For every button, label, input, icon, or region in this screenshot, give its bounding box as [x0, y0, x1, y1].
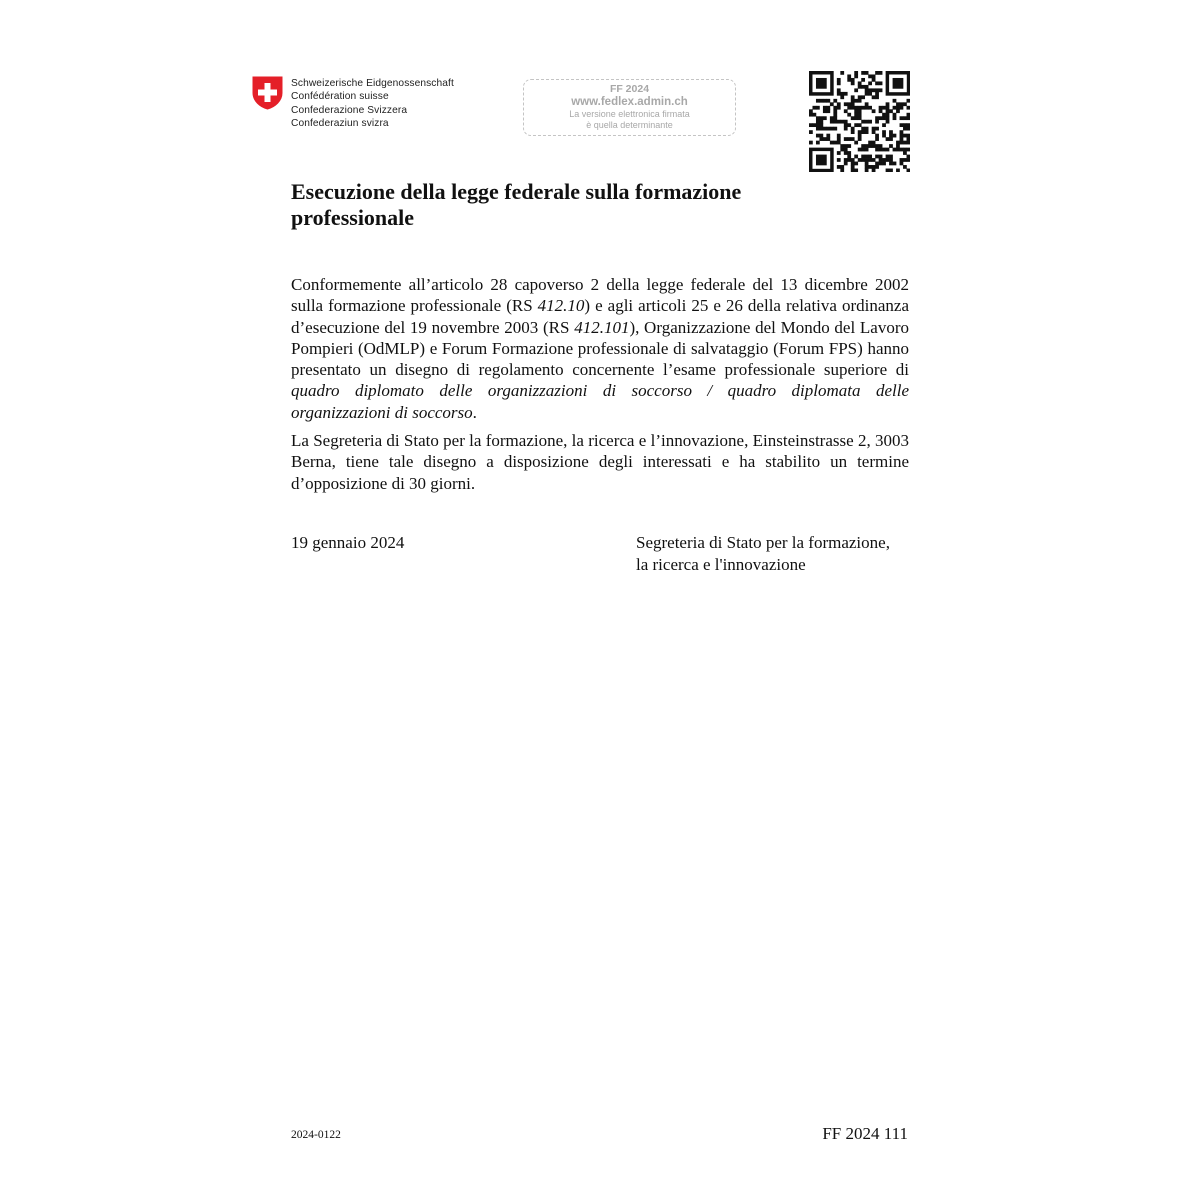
electronic-version-stamp [523, 79, 736, 136]
paragraph-legal-basis [291, 274, 909, 423]
paragraph1-end: . [472, 402, 477, 422]
stamp-ff-label: FF 2024 [609, 83, 650, 95]
signature-line2: la ricerca e l'innovazione [636, 554, 806, 574]
rs-reference-412-10: 412.10 [537, 296, 585, 316]
stamp-note-line2: è quella determinante [586, 120, 673, 130]
confederation-names [291, 77, 454, 131]
qr-code-icon [809, 71, 910, 172]
exam-title: quadro diplomato delle organizzazioni di soccorso / quadro diplomata delle organizzazioni di soccorso [291, 381, 909, 422]
rs-reference-412-101: 412.101 [574, 317, 630, 337]
stamp-note-line1: La versione elettronica firmata [569, 109, 690, 119]
org-name-romansh: Confederaziun svizra [291, 118, 389, 130]
org-name-french: Confédération suisse [291, 91, 389, 103]
document-date: 19 gennaio 2024 [291, 533, 405, 552]
page-reference: FF 2024 111 [822, 1124, 908, 1143]
paragraph-opposition-notice: La Segreteria di Stato per la formazione, la ricerca e l’innovazione, Einsteinstrasse 2, 3003 Berna, tiene tale disegno a disposizione degli interessati e ha stabilito un termine d’opposizione di 30 giorni. [291, 431, 909, 493]
swiss-coat-of-arms-icon [252, 76, 283, 110]
document-number: 2024-0122 [291, 1129, 341, 1141]
stamp-url: www.fedlex.admin.ch [571, 96, 688, 108]
document-title: Esecuzione della legge federale sulla formazione professionale [291, 179, 742, 230]
paragraph1-text-part1: Conformemente all’articolo 28 capoverso 2 della legge federale del 13 dicembre 2002 sulla formazione professionale (RS [291, 275, 909, 316]
paragraph1-text-part2: ) e agli articoli 25 e 26 della relativa ordinanza d’esecuzione del 19 novembre 2003 (RS [291, 296, 909, 337]
org-name-italian: Confederazione Svizzera [291, 104, 408, 116]
signature-block [636, 532, 926, 575]
document-body [291, 274, 909, 501]
org-name-german: Schweizerische Eidgenossenschaft [291, 78, 454, 89]
paragraph1-text-part3: ), Organizzazione del Mondo del Lavoro Pompieri (OdMLP) e Forum Formazione professionale di salvataggio (Forum FPS) hanno presentato un disegno di regolamento concernente l’esame professionale superiore di [291, 317, 909, 380]
signature-line1: Segreteria di Stato per la formazione, [636, 533, 890, 552]
